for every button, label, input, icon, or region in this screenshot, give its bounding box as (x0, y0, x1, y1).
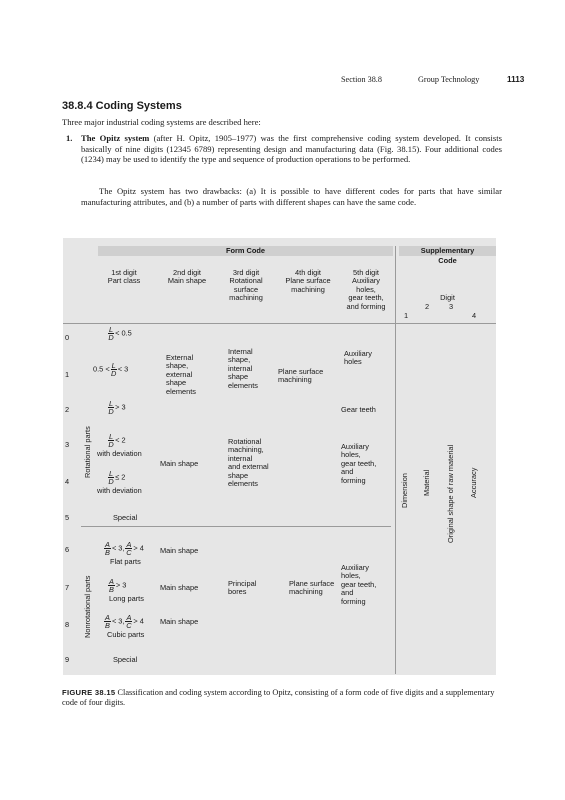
auxiliary-gear-forming-2: Auxiliary holes, gear teeth, and forming (341, 563, 377, 606)
auxiliary-gear-forming-1: Auxiliary holes, gear teeth, and forming (341, 442, 377, 485)
gear-teeth: Gear teeth (341, 405, 376, 414)
opitz-table (63, 238, 496, 675)
principal-bores: Principal bores (228, 579, 257, 597)
running-header-section: Section 38.8 (341, 75, 382, 84)
opitz-text: (after H. Opitz, 1905–1977) was the first comprehensive coding system developed. It consists basically of nine digits (12345 6789) representing design and manufacturing data (Fig. 38.15). Four additional codes (1234) may be used to identify the type and sequence of production operations to be performed. (81, 133, 502, 165)
class-r2: $\frac{L}{D}$ > 3 (108, 399, 126, 416)
auxiliary-holes: Auxiliary holes (344, 349, 372, 367)
supp-digit-2: 2 (424, 302, 430, 311)
supp-label-accuracy: Accuracy (469, 467, 478, 498)
supplementary-divider (395, 246, 396, 674)
class-r3-sub: with deviation (97, 449, 142, 458)
header-digit1: 1st digit Part class (107, 268, 141, 286)
drawbacks-paragraph: The Opitz system has two drawbacks: (a) It is possible to have different codes for parts that have similar manufacturing attributes, and (b) a number of parts with different shapes can have the same code. (81, 186, 502, 207)
header-digit3: 3rd digit Rotational surface machining (229, 268, 263, 303)
class-r5: Special (113, 513, 138, 522)
intro-text: Three major industrial coding systems are described here: (62, 117, 261, 127)
form-code-title: Form Code (225, 246, 265, 255)
row-number: 5 (65, 513, 70, 522)
header-digit2: 2nd digit Main shape (167, 268, 207, 286)
class-r1: 0.5 < $\frac{L}{D}$ < 3 (93, 361, 129, 378)
opitz-lead: The Opitz system (81, 133, 150, 143)
page-number: 1113 (507, 75, 525, 84)
class-r9: Special (113, 655, 138, 664)
row-number: 4 (65, 477, 70, 486)
supp-label-dimension: Dimension (400, 473, 409, 508)
figure-caption-text: Classification and coding system according to Opitz, consisting of a form code of five digits and a supplementary code of four digits. (62, 688, 495, 708)
class-r8: $\frac{A}{B}$ < 3, $\frac{A}{C}$ > 4 (105, 613, 144, 630)
class-r4-sub: with deviation (97, 486, 142, 495)
supp-digit-4: 4 (471, 311, 477, 320)
supplementary-title: Supplementary (420, 246, 475, 255)
row-number: 1 (65, 370, 70, 379)
running-header-topic: Group Technology (418, 75, 480, 84)
class-r7-sub: Long parts (109, 594, 144, 603)
row-number: 3 (65, 440, 70, 449)
header-digit5: 5th digit Auxiliary holes, gear teeth, and forming (346, 268, 386, 311)
group-label-rotational: Rotational parts (83, 426, 92, 478)
figure-label: FIGURE 38.15 (62, 688, 116, 697)
supp-digit-1: 1 (403, 311, 409, 320)
plane-surface-1: Plane surface machining (278, 367, 324, 385)
plane-surface-2: Plane surface machining (289, 579, 335, 597)
rotational-internal: Internal shape, internal shape elements (228, 347, 258, 390)
mainshape-r7: Main shape (160, 583, 199, 592)
supp-digit-3: 3 (448, 302, 454, 311)
class-r4: $\frac{L}{D}$ ≤ 2 (108, 469, 126, 486)
mainshape-r6: Main shape (160, 546, 199, 555)
row-number: 2 (65, 405, 70, 414)
group-label-nonrotational: Nonrotational parts (83, 575, 92, 638)
class-r6-sub: Flat parts (110, 557, 141, 566)
class-r6: $\frac{A}{B}$ < 3, $\frac{A}{C}$ > 4 (105, 540, 144, 557)
section-title: 38.8.4 Coding Systems (62, 100, 182, 112)
supplementary-title-2: Code (438, 256, 457, 265)
opitz-paragraph (81, 133, 502, 165)
supp-label-material: Material (422, 469, 431, 496)
mainshape-external: External shape, external shape elements (166, 353, 196, 396)
rotational-machining: Rotational machining, internal and external shape elements (228, 437, 269, 489)
class-r0: $\frac{L}{D}$ < 0.5 (108, 325, 132, 342)
group-rule (81, 526, 391, 527)
row-number: 7 (65, 583, 70, 592)
row-number: 9 (65, 655, 70, 664)
row-number: 0 (65, 333, 70, 342)
class-r8-sub: Cubic parts (107, 630, 145, 639)
list-marker: 1. (66, 133, 73, 143)
mainshape-rot: Main shape (160, 459, 199, 468)
header-digit4: 4th digit Plane surface machining (285, 268, 331, 294)
mainshape-r8: Main shape (160, 617, 199, 626)
row-number: 6 (65, 545, 70, 554)
header-rule (63, 323, 496, 324)
figure-caption (62, 688, 498, 709)
supp-label-original-shape: Original shape of raw material (446, 444, 455, 543)
class-r3: $\frac{L}{D}$ < 2 (108, 432, 126, 449)
row-number: 8 (65, 620, 70, 629)
class-r7: $\frac{A}{B}$ > 3 (109, 577, 127, 594)
supp-digit-label: Digit (440, 293, 455, 302)
